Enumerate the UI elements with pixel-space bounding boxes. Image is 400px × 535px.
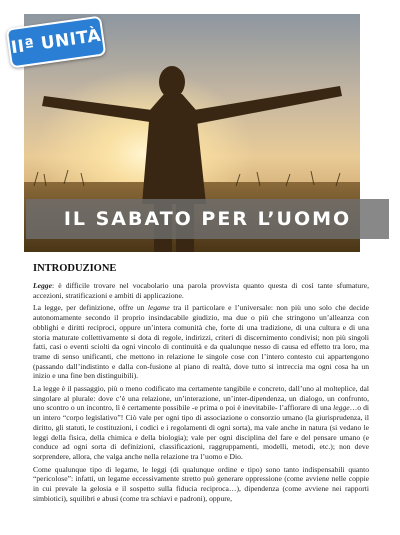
keyword-legge: Legge bbox=[33, 281, 52, 290]
emphasis-legge: legge bbox=[333, 403, 350, 413]
section-heading: INTRODUZIONE bbox=[33, 263, 117, 274]
banner-title: IL SABATO PER L’UOMO bbox=[63, 208, 352, 230]
unit-badge bbox=[8, 22, 104, 62]
paragraph-4: Come qualunque tipo di legame, le leggi (di qualunque ordine e tipo) sono tanto indispensabili quanto “pericolose”: infatti, un legame eccessivamente stretto può generare oppressione (come avviene nelle coppie in cui prevale la gelosia e il sospetto sulla fiducia reciproca…), dipendenza (come avviene nei rapporti simbiotici), squilibri e abusi (come tra schiavi e padroni), oppure, bbox=[33, 464, 369, 503]
paragraph-2: La legge, per definizione, offre un legame tra il particolare e l’universale: non più uno solo che decide autonomamente secondo il proprio insindacabile giudizio, ma due o più che stringono un’alleanza con obblighi e diritti reciproci, oppure un’intera comunità che, forte di una tradizione, di una cultura e di una storia maturate collettivamente si dota di regole, indirizzi, criteri di discernimento condivisi; non più singoli fatti, casi o eventi sciolti da ogni vincolo di continuità e da qualunque nesso di causa ed effetto tra loro, ma trame di senso unificanti, che mettono in relazione le singole cose con l’intero contesto cui appartengono (passando dall’indistinto e dalla con-fusione al piano di realtà, dove tutto si intreccia ma ogni cosa ha un inizio e una fine ben distinguibili). bbox=[33, 303, 369, 381]
title-banner bbox=[26, 199, 389, 239]
emphasis-legame: legame bbox=[147, 303, 170, 313]
paragraph-1: Legge: è difficile trovare nel vocabolario una parola provvista quanto questa di così tante sfumature, accezioni, stratificazioni e ambiti di applicazione. bbox=[33, 281, 369, 300]
paragraph-3: La legge è il passaggio, più o meno codificato ma certamente tangibile e concreto, dall’uno al molteplice, dal singolare al plurale: dove c’è una relazione, un’interazione, un’inter-dipendenza, un dialogo, un confronto, uno scontro o un incontro, lì è certamente possibile -e prima o poi è inevitabile- l’affiorare di una legge…o di un intero “corpo legislativo”! Ciò vale per ogni tipo di associazione o consorzio umano (la giurisprudenza, il diritto, gli statuti, le costituzioni, i codici e i regolamenti di ogni sorta), ma vale anche in natura (si vedano le leggi della fisica, della chimica e della biologia); vale per ogni disciplina del fare e del pensare umano (e conduce ad ogni sorta di definizioni, classificazioni, raggruppamenti, modelli, metodi, etc.); non deve sorprendere, allora, che valga anche nella relazione tra l’uomo e Dio. bbox=[33, 384, 369, 461]
document-body bbox=[33, 262, 369, 506]
unit-badge-label: IIª UNITÀ bbox=[9, 25, 103, 59]
